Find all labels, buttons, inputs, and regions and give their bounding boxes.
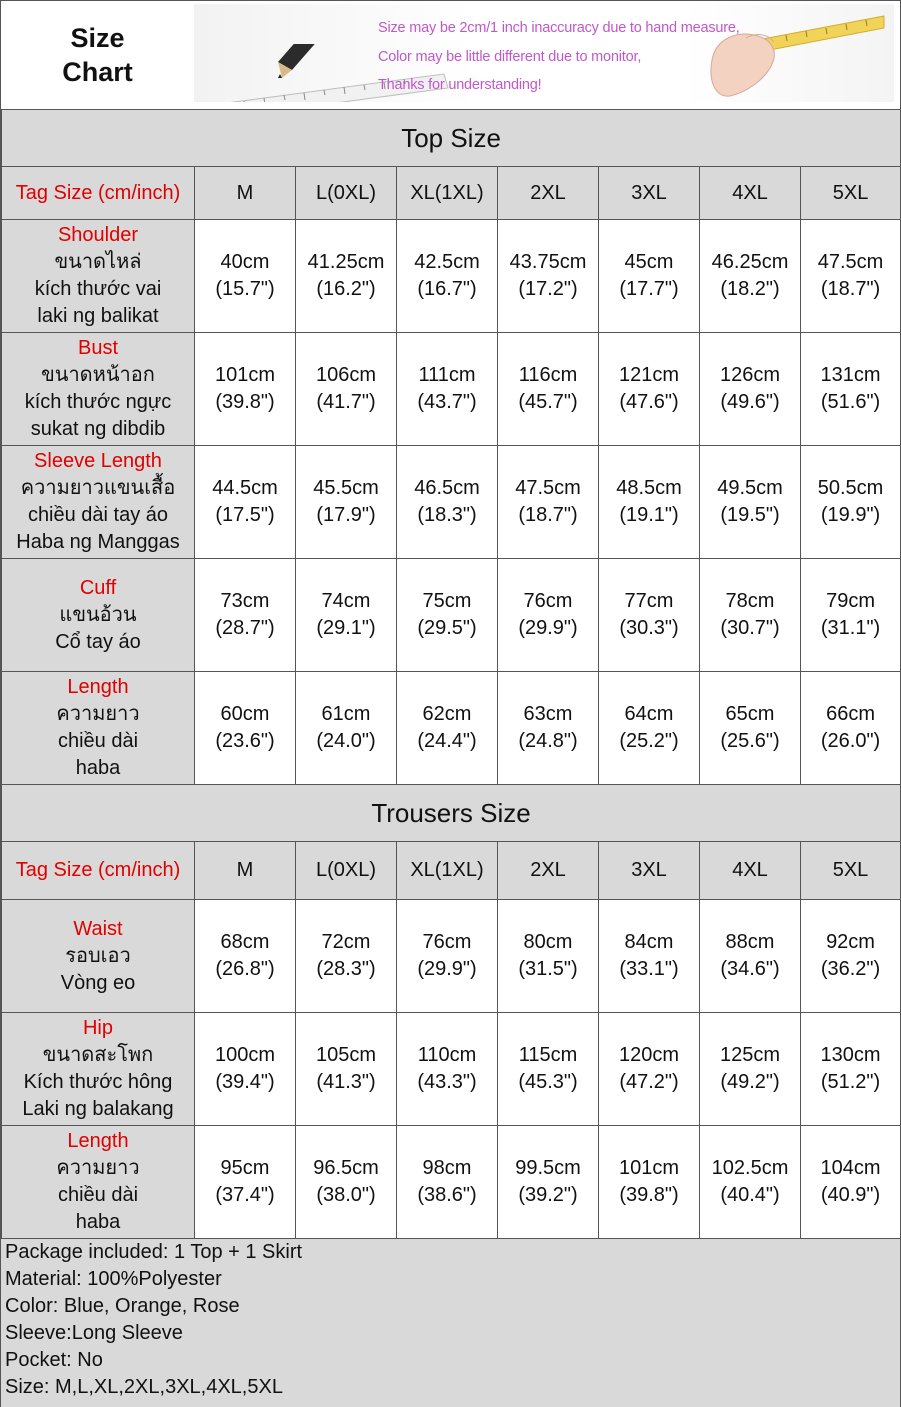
- measurement-translation: ความยาว: [56, 703, 140, 725]
- top-size-table: [1, 109, 901, 785]
- product-details: [1, 1238, 900, 1407]
- tag-size-label: Tag Size (cm/inch): [2, 167, 195, 220]
- value-inch: (24.0"): [316, 730, 376, 752]
- value-cm: 125cm: [719, 1044, 781, 1066]
- value-inch: (17.7"): [619, 278, 679, 300]
- value-cm: 63cm: [523, 703, 573, 725]
- value-cm: 105cm: [315, 1044, 377, 1066]
- value-cm: 88cm: [725, 931, 775, 953]
- size-header: XL(1XL): [397, 842, 498, 900]
- title-line-1: Size: [70, 23, 125, 53]
- value-inch: (36.2"): [820, 958, 881, 980]
- value-cm: 121cm: [618, 364, 680, 386]
- value-inch: (26.8"): [215, 958, 275, 980]
- size-header: XL(1XL): [397, 167, 498, 220]
- size-header: 5XL: [801, 167, 901, 220]
- measurement-value: [700, 1013, 801, 1126]
- measurement-translation: Kích thước hông: [23, 1071, 173, 1093]
- measurement-value: [296, 1013, 397, 1126]
- value-cm: 45.5cm: [313, 477, 379, 499]
- trousers-size-header-row: [2, 842, 901, 900]
- measurement-row: [2, 1013, 901, 1126]
- value-inch: (16.2"): [316, 278, 376, 300]
- value-inch: (30.3"): [619, 617, 679, 639]
- value-inch: (34.6"): [720, 958, 780, 980]
- measurement-row: [2, 559, 901, 672]
- value-cm: 43.75cm: [509, 251, 587, 273]
- note-line: Color may be little different due to monitor,: [378, 48, 642, 65]
- value-cm: 96.5cm: [313, 1157, 379, 1179]
- value-inch: (15.7"): [215, 278, 275, 300]
- value-inch: (51.6"): [820, 391, 881, 413]
- trousers-size-title: Trousers Size: [2, 785, 901, 842]
- value-inch: (40.4"): [720, 1184, 780, 1206]
- measurement-value: [296, 672, 397, 785]
- value-cm: 80cm: [523, 931, 573, 953]
- measurement-value: [801, 900, 901, 1013]
- value-inch: (18.7"): [518, 504, 578, 526]
- value-inch: (39.2"): [518, 1184, 578, 1206]
- value-cm: 126cm: [719, 364, 781, 386]
- measurement-value: [296, 446, 397, 559]
- value-cm: 79cm: [826, 590, 875, 612]
- hand-tape-measure-icon: [706, 8, 886, 100]
- detail-line: Sleeve:Long Sleeve: [5, 1322, 183, 1344]
- value-inch: (37.4"): [215, 1184, 275, 1206]
- top-size-title: Top Size: [2, 110, 901, 167]
- measurement-value: [498, 559, 599, 672]
- measurement-value: [498, 446, 599, 559]
- detail-line: Color: Blue, Orange, Rose: [5, 1295, 240, 1317]
- measurement-value: [397, 1126, 498, 1239]
- measurement-value: [599, 900, 700, 1013]
- value-cm: 78cm: [725, 590, 775, 612]
- value-inch: (18.2"): [720, 278, 780, 300]
- value-inch: (17.5"): [215, 504, 275, 526]
- measurement-row: [2, 220, 901, 333]
- measurement-value: [296, 900, 397, 1013]
- value-cm: 101cm: [214, 364, 276, 386]
- measurement-name: Sleeve Length: [34, 450, 162, 472]
- measurement-value: [599, 672, 700, 785]
- value-inch: (19.5"): [720, 504, 780, 526]
- value-cm: 120cm: [618, 1044, 680, 1066]
- detail-line: Package included: 1 Top + 1 Skirt: [5, 1241, 303, 1263]
- measurement-value: [195, 333, 296, 446]
- value-cm: 106cm: [315, 364, 377, 386]
- value-inch: (51.2"): [820, 1071, 881, 1093]
- value-inch: (18.7"): [820, 278, 881, 300]
- value-cm: 61cm: [321, 703, 371, 725]
- measurement-value: [195, 1013, 296, 1126]
- value-cm: 76cm: [523, 590, 573, 612]
- measurement-value: [700, 900, 801, 1013]
- detail-line: Pocket: No: [5, 1349, 103, 1371]
- measurement-value: [397, 672, 498, 785]
- measurement-value: [397, 559, 498, 672]
- value-cm: 116cm: [518, 364, 578, 386]
- measurement-label: [2, 1126, 195, 1239]
- measurement-value: [195, 220, 296, 333]
- value-cm: 102.5cm: [711, 1157, 789, 1179]
- value-cm: 45cm: [624, 251, 674, 273]
- measurement-translation: Vòng eo: [60, 971, 136, 994]
- measurement-name: Hip: [82, 1017, 113, 1039]
- measurement-value: [599, 220, 700, 333]
- measurement-value: [498, 1126, 599, 1239]
- size-header: L(0XL): [296, 167, 397, 220]
- title-line-2: Chart: [62, 57, 133, 87]
- measurement-translation: Cổ tay áo: [55, 630, 141, 653]
- measurement-translation: ความยาวแขนเสื้อ: [20, 477, 176, 499]
- measurement-name: Cuff: [79, 576, 117, 599]
- value-cm: 130cm: [820, 1044, 881, 1066]
- measurement-value: [397, 1013, 498, 1126]
- value-inch: (17.2"): [518, 278, 578, 300]
- chart-title: [1, 1, 194, 109]
- value-inch: (38.0"): [316, 1184, 376, 1206]
- value-cm: 115cm: [518, 1044, 578, 1066]
- value-cm: 68cm: [220, 931, 270, 953]
- value-inch: (18.3"): [417, 504, 477, 526]
- measurement-value: [397, 220, 498, 333]
- value-cm: 73cm: [220, 590, 270, 612]
- measurement-translation: Haba ng Manggas: [16, 531, 180, 553]
- value-inch: (39.8"): [619, 1184, 679, 1206]
- measurement-value: [195, 900, 296, 1013]
- value-inch: (16.7"): [417, 278, 477, 300]
- value-cm: 40cm: [220, 251, 270, 273]
- value-inch: (38.6"): [417, 1184, 477, 1206]
- value-inch: (28.3"): [316, 958, 376, 980]
- value-cm: 49.5cm: [717, 477, 783, 499]
- measurement-label: [2, 559, 195, 672]
- measurement-translation: chiều dài: [57, 730, 139, 752]
- measurement-label: [2, 900, 195, 1013]
- measurement-translation: chiều dài tay áo: [27, 504, 169, 526]
- value-inch: (29.9"): [518, 617, 578, 639]
- value-inch: (17.9"): [316, 504, 376, 526]
- size-header: 3XL: [599, 167, 700, 220]
- trousers-size-table: [1, 784, 901, 1239]
- size-header: L(0XL): [296, 842, 397, 900]
- value-inch: (28.7"): [215, 617, 275, 639]
- value-cm: 98cm: [422, 1157, 472, 1179]
- measurement-value: [599, 559, 700, 672]
- measurement-row: [2, 900, 901, 1013]
- measurement-value: [498, 900, 599, 1013]
- measurement-name: Waist: [73, 917, 123, 940]
- value-cm: 60cm: [220, 703, 270, 725]
- value-inch: (43.3"): [417, 1071, 477, 1093]
- value-inch: (41.3"): [316, 1071, 376, 1093]
- value-cm: 50.5cm: [817, 477, 884, 499]
- measurement-value: [801, 446, 901, 559]
- measurement-name: Length: [67, 1130, 129, 1152]
- measurement-value: [195, 446, 296, 559]
- value-inch: (45.7"): [518, 391, 578, 413]
- value-inch: (31.1"): [820, 617, 881, 639]
- measurement-name: Shoulder: [57, 224, 139, 246]
- measurement-value: [801, 1126, 901, 1239]
- measurement-translation: ขนาดไหล่: [54, 251, 142, 273]
- value-inch: (47.6"): [619, 391, 679, 413]
- value-inch: (31.5"): [518, 958, 578, 980]
- detail-line: Material: 100%Polyester: [5, 1268, 222, 1290]
- measurement-translation: Laki ng balakang: [22, 1098, 174, 1120]
- measurement-value: [296, 1126, 397, 1239]
- measurement-label: [2, 1013, 195, 1126]
- value-inch: (24.8"): [518, 730, 578, 752]
- size-header: 2XL: [498, 842, 599, 900]
- value-inch: (29.5"): [417, 617, 477, 639]
- measurement-value: [296, 559, 397, 672]
- value-inch: (47.2"): [619, 1071, 679, 1093]
- value-inch: (29.1"): [316, 617, 376, 639]
- measurement-value: [296, 333, 397, 446]
- value-cm: 41.25cm: [307, 251, 385, 273]
- measurement-value: [498, 220, 599, 333]
- value-cm: 44.5cm: [212, 477, 278, 499]
- value-inch: (39.4"): [215, 1071, 275, 1093]
- measurement-translation: chiều dài: [57, 1184, 139, 1206]
- value-cm: 42.5cm: [414, 251, 480, 273]
- value-cm: 66cm: [826, 703, 875, 725]
- value-cm: 100cm: [214, 1044, 276, 1066]
- disclaimer-notes: [378, 14, 740, 100]
- measurement-value: [397, 333, 498, 446]
- measurement-value: [801, 559, 901, 672]
- value-inch: (25.2"): [619, 730, 679, 752]
- value-cm: 48.5cm: [616, 477, 682, 499]
- measurement-translation: kích thước ngực: [24, 391, 172, 413]
- size-header: 3XL: [599, 842, 700, 900]
- detail-line: Size: M,L,XL,2XL,3XL,4XL,5XL: [5, 1376, 283, 1398]
- measurement-value: [801, 333, 901, 446]
- measurement-value: [498, 672, 599, 785]
- measurement-translation: รอบเอว: [65, 944, 131, 967]
- note-line: Thanks for understanding!: [378, 77, 542, 93]
- measurement-translation: แขนอ้วน: [59, 603, 137, 626]
- value-cm: 47.5cm: [515, 477, 581, 499]
- size-header: 2XL: [498, 167, 599, 220]
- measurement-row: [2, 672, 901, 785]
- tag-size-label: Tag Size (cm/inch): [2, 842, 195, 900]
- measurement-value: [599, 1126, 700, 1239]
- measurement-translation: ขนาดหน้าอก: [41, 364, 155, 386]
- measurement-translation: ความยาว: [56, 1157, 140, 1179]
- value-cm: 64cm: [624, 703, 674, 725]
- measurement-value: [397, 900, 498, 1013]
- measurement-value: [700, 220, 801, 333]
- value-cm: 77cm: [624, 590, 674, 612]
- measurement-value: [801, 672, 901, 785]
- measurement-value: [296, 220, 397, 333]
- value-cm: 95cm: [220, 1157, 270, 1179]
- value-cm: 75cm: [422, 590, 472, 612]
- measurement-value: [700, 672, 801, 785]
- value-cm: 92cm: [826, 931, 875, 953]
- value-cm: 131cm: [820, 364, 881, 386]
- measurement-row: [2, 446, 901, 559]
- value-inch: (41.7"): [316, 391, 376, 413]
- value-cm: 111cm: [418, 364, 476, 386]
- value-inch: (19.9"): [820, 504, 881, 526]
- measurement-value: [195, 1126, 296, 1239]
- note-line: Size may be 2cm/1 inch inaccuracy due to hand measure,: [378, 20, 740, 36]
- measurement-value: [700, 559, 801, 672]
- measurement-value: [498, 333, 599, 446]
- measurement-translation: ขนาดสะโพก: [42, 1044, 154, 1066]
- measurement-label: [2, 333, 195, 446]
- measurement-translation: sukat ng dibdib: [30, 418, 166, 440]
- measurement-value: [700, 446, 801, 559]
- top-size-header-row: [2, 167, 901, 220]
- measurement-value: [700, 333, 801, 446]
- value-cm: 99.5cm: [515, 1157, 581, 1179]
- value-cm: 62cm: [422, 703, 472, 725]
- value-cm: 101cm: [618, 1157, 680, 1179]
- value-inch: (40.9"): [820, 1184, 881, 1206]
- measurement-label: [2, 446, 195, 559]
- value-inch: (23.6"): [215, 730, 275, 752]
- value-inch: (43.7"): [417, 391, 477, 413]
- value-inch: (45.3"): [518, 1071, 578, 1093]
- value-inch: (33.1"): [619, 958, 679, 980]
- measurement-value: [801, 220, 901, 333]
- value-inch: (25.6"): [720, 730, 780, 752]
- measurement-translation: kích thước vai: [34, 278, 162, 300]
- measurement-row: [2, 333, 901, 446]
- size-header: M: [195, 842, 296, 900]
- value-cm: 74cm: [321, 590, 371, 612]
- measurement-value: [599, 333, 700, 446]
- measurement-value: [498, 1013, 599, 1126]
- measurement-translation: laki ng balikat: [37, 305, 159, 327]
- value-inch: (26.0"): [820, 730, 881, 752]
- value-inch: (49.6"): [720, 391, 780, 413]
- value-cm: 104cm: [820, 1157, 881, 1179]
- size-header: 4XL: [700, 167, 801, 220]
- value-cm: 76cm: [422, 931, 472, 953]
- value-inch: (49.2"): [720, 1071, 780, 1093]
- measurement-label: [2, 220, 195, 333]
- measurement-value: [599, 446, 700, 559]
- size-header: 4XL: [700, 842, 801, 900]
- value-cm: 46.25cm: [711, 251, 789, 273]
- value-inch: (24.4"): [417, 730, 477, 752]
- measurement-translation: haba: [75, 757, 121, 779]
- measurement-value: [700, 1126, 801, 1239]
- size-header: M: [195, 167, 296, 220]
- measurement-value: [599, 1013, 700, 1126]
- value-cm: 72cm: [321, 931, 371, 953]
- measurement-value: [801, 1013, 901, 1126]
- value-cm: 110cm: [417, 1044, 477, 1066]
- value-cm: 46.5cm: [414, 477, 480, 499]
- measurement-value: [195, 559, 296, 672]
- header: [1, 1, 900, 110]
- measurement-value: [397, 446, 498, 559]
- measurement-value: [195, 672, 296, 785]
- size-header: 5XL: [801, 842, 901, 900]
- value-inch: (19.1"): [619, 504, 679, 526]
- value-inch: (30.7"): [720, 617, 780, 639]
- measurement-label: [2, 672, 195, 785]
- value-inch: (39.8"): [215, 391, 275, 413]
- value-inch: (29.9"): [417, 958, 477, 980]
- measurement-banner: [194, 4, 894, 102]
- measurement-row: [2, 1126, 901, 1239]
- value-cm: 84cm: [624, 931, 674, 953]
- value-cm: 47.5cm: [817, 251, 884, 273]
- measurement-name: Bust: [77, 337, 119, 359]
- value-cm: 65cm: [725, 703, 775, 725]
- measurement-translation: haba: [75, 1211, 121, 1233]
- measurement-name: Length: [67, 676, 129, 698]
